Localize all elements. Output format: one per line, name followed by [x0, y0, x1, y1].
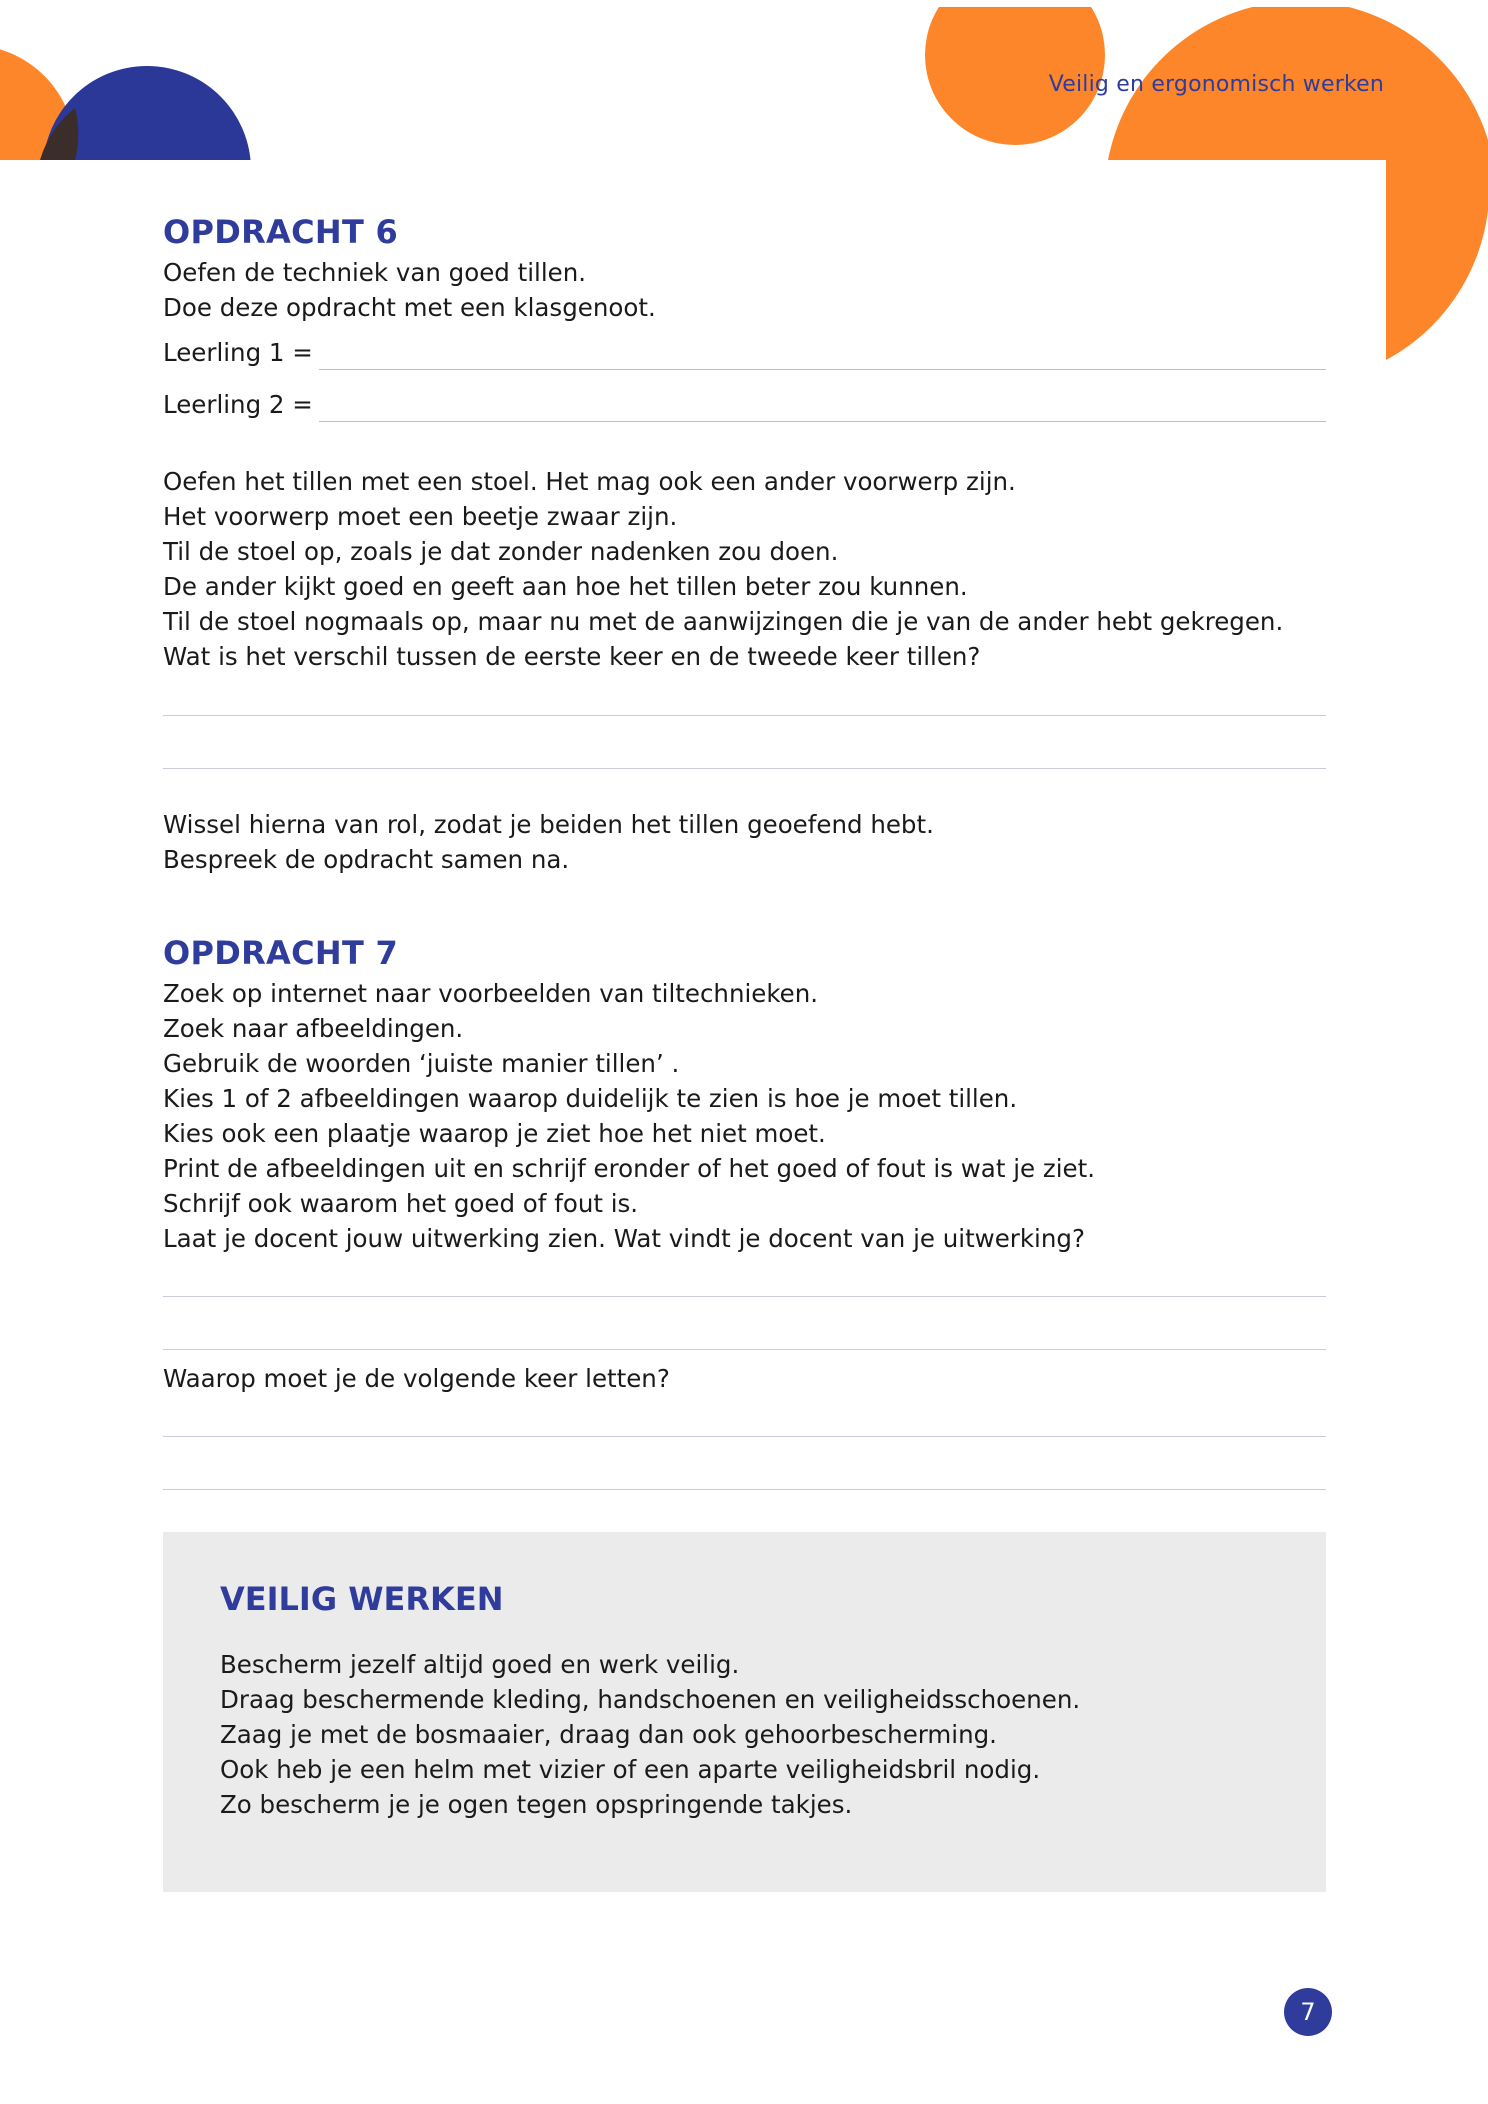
opdracht-6-heading: OPDRACHT 6 [163, 213, 399, 251]
instruction-line: Til de stoel nogmaals op, maar nu met de aanwijzingen die je van de ander hebt gekregen. [163, 607, 1284, 636]
answer-line[interactable] [163, 1436, 1326, 1437]
intro-line: Oefen de techniek van goed tillen. [163, 258, 587, 287]
box-line: Zo bescherm je je ogen tegen opspringende takjes. [220, 1790, 853, 1819]
leerling-1-input-line[interactable] [319, 341, 1326, 370]
opdracht-6-instructions [163, 464, 1326, 674]
instruction-line: Oefen het tillen met een stoel. Het mag ook een ander voorwerp zijn. [163, 467, 1016, 496]
leerling-2-input-line[interactable] [319, 393, 1326, 422]
answer-line[interactable] [163, 715, 1326, 716]
veilig-werken-box [163, 1532, 1326, 1892]
answer-line[interactable] [163, 1489, 1326, 1490]
instruction-line: Laat je docent jouw uitwerking zien. Wat vindt je docent van je uitwerking? [163, 1224, 1085, 1253]
instruction-line: Kies ook een plaatje waarop je ziet hoe het niet moet. [163, 1119, 826, 1148]
page-number-badge: 7 [1284, 1988, 1332, 2036]
box-text [220, 1647, 1080, 1822]
leerling-1-label: Leerling 1 = [163, 338, 313, 367]
box-heading: VEILIG WERKEN [220, 1580, 504, 1618]
question-line: Waarop moet je de volgende keer letten? [163, 1364, 670, 1393]
leerling-1-field[interactable] [163, 335, 1326, 370]
opdracht-7-question-block [163, 1361, 1326, 1396]
decorative-shapes-left [0, 0, 260, 170]
opdracht-6-section [163, 213, 1326, 422]
after-line: Bespreek de opdracht samen na. [163, 845, 570, 874]
opdracht-7-section [163, 934, 1326, 1256]
box-line: Bescherm jezelf altijd goed en werk veilig. [220, 1650, 740, 1679]
answer-line[interactable] [163, 1296, 1326, 1297]
instruction-line: Het voorwerp moet een beetje zwaar zijn. [163, 502, 678, 531]
answer-line[interactable] [163, 768, 1326, 769]
instruction-line: Kies 1 of 2 afbeeldingen waarop duidelijk te zien is hoe je moet tillen. [163, 1084, 1018, 1113]
instruction-line: Til de stoel op, zoals je dat zonder nadenken zou doen. [163, 537, 839, 566]
box-line: Zaag je met de bosmaaier, draag dan ook gehoorbescherming. [220, 1720, 997, 1749]
opdracht-7-heading: OPDRACHT 7 [163, 934, 399, 972]
leerling-2-field[interactable] [163, 387, 1326, 422]
instruction-line: Zoek naar afbeeldingen. [163, 1014, 464, 1043]
leerling-2-label: Leerling 2 = [163, 390, 313, 419]
header-title: Veilig en ergonomisch werken [1048, 72, 1384, 97]
opdracht-6-after [163, 807, 1326, 877]
answer-line[interactable] [163, 1349, 1326, 1350]
instruction-line: De ander kijkt goed en geeft aan hoe het tillen beter zou kunnen. [163, 572, 968, 601]
instruction-line: Gebruik de woorden ‘juiste manier tillen’ . [163, 1049, 680, 1078]
box-line: Ook heb je een helm met vizier of een aparte veiligheidsbril nodig. [220, 1755, 1041, 1784]
intro-line: Doe deze opdracht met een klasgenoot. [163, 293, 656, 322]
instruction-line: Print de afbeeldingen uit en schrijf eronder of het goed of fout is wat je ziet. [163, 1154, 1096, 1183]
instruction-line: Wat is het verschil tussen de eerste keer en de tweede keer tillen? [163, 642, 981, 671]
instruction-line: Schrijf ook waarom het goed of fout is. [163, 1189, 639, 1218]
instruction-line: Zoek op internet naar voorbeelden van tiltechnieken. [163, 979, 819, 1008]
box-line: Draag beschermende kleding, handschoenen en veiligheidsschoenen. [220, 1685, 1081, 1714]
after-line: Wissel hierna van rol, zodat je beiden het tillen geoefend hebt. [163, 810, 934, 839]
